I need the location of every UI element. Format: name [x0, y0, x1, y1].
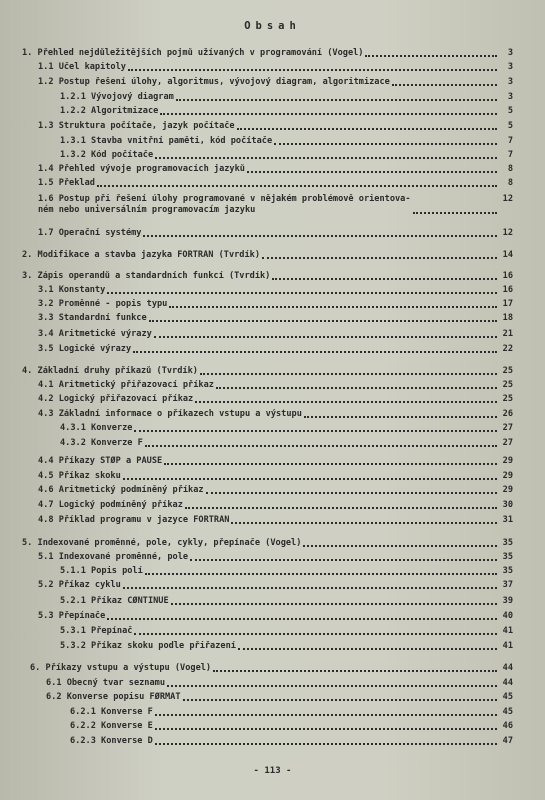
toc-entry-label: 3.5 Logické výrazy [38, 344, 132, 354]
toc-entry [60, 596, 513, 607]
toc-entry [60, 150, 513, 161]
toc-entry-label: 5.3.2 Příkaz skoku podle přiřazení [60, 641, 236, 651]
toc-entry [22, 538, 513, 549]
dot-leader [413, 210, 497, 214]
dot-leader [145, 443, 497, 447]
dot-leader [303, 543, 497, 547]
toc-entry [38, 409, 513, 420]
toc-entry [38, 329, 513, 340]
toc-entry [60, 641, 513, 652]
toc-entry-page: 14 [502, 250, 513, 260]
toc-entry [70, 736, 513, 747]
toc-entry-label: 5.1.1 Popis polí [60, 566, 143, 576]
toc-entry-label: 1.2 Postup řešení úlohy, algoritmus, vývojový diagram, algoritmizace [38, 77, 390, 87]
toc-entry-label: 4.2 Logický přiřazovací příkaz [38, 394, 194, 404]
toc-entry-page: 35 [502, 538, 513, 548]
toc-entry [38, 515, 513, 526]
dot-leader [155, 726, 497, 730]
toc-entry-label: 4.4 Příkazy STØP a PAUSE [38, 456, 163, 466]
toc-entry [46, 692, 513, 703]
dot-leader [237, 126, 497, 130]
toc-entry-label: 5.3 Přepínače [38, 611, 106, 621]
dot-leader [133, 349, 497, 353]
toc-entry-page: 31 [502, 515, 513, 525]
toc-entry-label: 5. Indexované proměnné, pole, cykly, přepínače (Vogel) [22, 538, 302, 548]
toc-entry-label: 4.6 Aritmetický podmíněný příkaz [38, 485, 204, 495]
toc-entry-label: 3.3 Standardní funkce [38, 313, 147, 323]
toc-entry-label: 4.1 Aritmetický přiřazovací příkaz [38, 380, 214, 390]
dot-leader [185, 505, 497, 509]
toc-entry-page: 41 [502, 641, 513, 651]
dot-leader [167, 683, 497, 687]
toc-entry-label: 4.3.2 Konverze F [60, 438, 143, 448]
toc-entry [38, 228, 513, 239]
toc-entry-page: 5 [507, 106, 513, 116]
dot-leader [190, 557, 497, 561]
toc-entry-page: 27 [502, 423, 513, 433]
toc-entry [38, 380, 513, 391]
toc-entry-page: 47 [502, 736, 513, 746]
toc-entry-page: 44 [502, 663, 513, 673]
dot-leader [195, 399, 497, 403]
toc-entry-label: 4.8 Příklad programu v jazyce FORTRAN [38, 515, 230, 525]
toc-entry [38, 62, 513, 73]
toc-entry [38, 471, 513, 482]
toc-entry [22, 366, 513, 377]
dot-leader [128, 67, 497, 71]
toc-entry [22, 271, 513, 282]
toc-entry-page: 25 [502, 380, 513, 390]
toc-entry-page: 30 [502, 500, 513, 510]
dot-leader [247, 169, 497, 173]
toc-entry [38, 121, 513, 132]
toc-entry [70, 707, 513, 718]
page-number: - 113 - [253, 766, 292, 776]
dot-leader [206, 490, 497, 494]
toc-entry-page: 26 [502, 409, 513, 419]
toc-entry-label: 2. Modifikace a stavba jazyka FORTRAN (Tvrdík) [22, 250, 260, 260]
toc-entry [60, 566, 513, 577]
toc-entry-page: 18 [502, 313, 513, 323]
toc-entry-page: 17 [502, 299, 513, 309]
toc-entry-label: 4.3 Základní informace o příkazech vstupu a výstupu [38, 409, 302, 419]
toc-entry-page: 21 [502, 329, 513, 339]
toc-entry [38, 285, 513, 296]
toc-entry-label: 1.6 Postup při řešení úlohy programované v nějakém problémově orientova- [38, 194, 411, 204]
toc-entry-page: 3 [507, 48, 513, 58]
toc-entry-label: 1.3.1 Stavba vnitřní paměti, kód počítače [60, 136, 273, 146]
toc-entry [70, 721, 513, 732]
dot-leader [107, 616, 497, 620]
toc-entry-label: 3.1 Konstanty [38, 285, 106, 295]
toc-entry-page: 41 [502, 626, 513, 636]
toc-entry-page: 16 [502, 285, 513, 295]
dot-leader [143, 233, 497, 237]
page-title: Obsah [244, 20, 301, 32]
toc-entry [38, 485, 513, 496]
toc-entry-page: 12 [502, 194, 513, 204]
toc-entry [38, 164, 513, 175]
toc-entry-page: 25 [502, 394, 513, 404]
dot-leader [107, 290, 497, 294]
toc-entry [38, 299, 513, 310]
toc-entry-page: 40 [502, 611, 513, 621]
dot-leader [134, 428, 497, 432]
toc-entry-page: 16 [502, 271, 513, 281]
toc-entry-label: 6.2 Konverse popisu FØRMAT [46, 692, 181, 702]
toc-entry-label-continued: ném nebo universálním programovacím jazyku [38, 205, 256, 215]
toc-entry-page: 3 [507, 92, 513, 102]
toc-entry-label: 1.4 Přehled vývoje programovacích jazyků [38, 164, 245, 174]
dot-leader [134, 631, 497, 635]
toc-entry-page: 8 [507, 164, 513, 174]
toc-entry-label: 6.1 Obecný tvar seznamu [46, 678, 165, 688]
toc-entry [22, 48, 513, 59]
toc-entry [38, 456, 513, 467]
toc-entry [60, 438, 513, 449]
toc-entry-label: 6. Příkazy vstupu a výstupu (Vogel) [30, 663, 212, 673]
toc-entry-page: 5 [507, 121, 513, 131]
toc-entry-label: 1.3 Struktura počítače, jazyk počítače [38, 121, 235, 131]
toc-entry [60, 136, 513, 147]
toc-entry-label: 1.2.2 Algoritmizace [60, 106, 159, 116]
toc-entry [38, 611, 513, 622]
toc-entry-page: 29 [502, 485, 513, 495]
toc-entry-label: 5.2.1 Příkaz CØNTINUE [60, 596, 169, 606]
toc-entry-label: 1. Přehled nejdůležitějších pojmů užívaných v programování (Vogel) [22, 48, 364, 58]
dot-leader [149, 318, 497, 322]
toc-entry-label: 5.2 Příkaz cyklu [38, 580, 121, 590]
toc-entry [30, 663, 513, 674]
toc-entry-label: 3. Zápis operandů a standardních funkcí (Tvrdík) [22, 271, 271, 281]
dot-leader [200, 371, 497, 375]
toc-entry-page: 8 [507, 178, 513, 188]
toc-entry-label: 6.2.2 Konverse E [70, 721, 153, 731]
toc-entry-label: 3.2 Proměnné - popis typu [38, 299, 168, 309]
toc-entry [22, 250, 513, 261]
toc-entry [60, 106, 513, 117]
toc-entry [38, 313, 513, 324]
toc-entry-page: 44 [502, 678, 513, 688]
toc-entry-page: 39 [502, 596, 513, 606]
toc-entry-label: 1.5 Překlad [38, 178, 95, 188]
dot-leader [238, 646, 497, 650]
toc-entry-page: 46 [502, 721, 513, 731]
dot-leader [183, 697, 497, 701]
toc-entry-label: 4.5 Příkaz skoku [38, 471, 121, 481]
toc-entry-page: 7 [507, 150, 513, 160]
toc-entry-label: 3.4 Aritmetické výrazy [38, 329, 152, 339]
dot-leader [123, 585, 497, 589]
dot-leader [97, 183, 497, 187]
toc-entry-label: 5.1 Indexované proměnné, pole [38, 552, 189, 562]
toc-entry [60, 626, 513, 637]
toc-entry-page: 3 [507, 62, 513, 72]
dot-leader [154, 334, 497, 338]
toc-entry-page: 25 [502, 366, 513, 376]
dot-leader [262, 255, 497, 259]
toc-entry [46, 678, 513, 689]
dot-leader [274, 141, 497, 145]
dot-leader [392, 82, 497, 86]
toc-entry [38, 580, 513, 591]
dot-leader [365, 53, 497, 57]
toc-entry-label: 6.2.3 Konverse D [70, 736, 153, 746]
toc-entry [38, 552, 513, 563]
toc-entry-page: 45 [502, 692, 513, 702]
toc-entry-page: 7 [507, 136, 513, 146]
toc-entry-page: 45 [502, 707, 513, 717]
dot-leader [231, 520, 497, 524]
toc-entry [38, 194, 513, 216]
toc-entry-label: 5.3.1 Přepínač [60, 626, 133, 636]
dot-leader [176, 97, 497, 101]
toc-entry [38, 77, 513, 88]
dot-leader [272, 276, 497, 280]
toc-entry-page: 22 [502, 344, 513, 354]
toc-entry [38, 500, 513, 511]
dot-leader [145, 571, 497, 575]
dot-leader [155, 741, 497, 745]
toc-entry [38, 344, 513, 355]
toc-entry-label: 1.2.1 Vývojový diagram [60, 92, 174, 102]
dot-leader [169, 304, 497, 308]
toc-entry-page: 27 [502, 438, 513, 448]
dot-leader [164, 461, 497, 465]
toc-entry [38, 394, 513, 405]
toc-entry-page: 37 [502, 580, 513, 590]
dot-leader [155, 155, 497, 159]
toc-entry-page: 29 [502, 456, 513, 466]
dot-leader [304, 414, 497, 418]
toc-entry-label: 1.3.2 Kód počítače [60, 150, 154, 160]
toc-entry [60, 92, 513, 103]
dot-leader [171, 601, 497, 605]
dot-leader [155, 712, 497, 716]
toc-entry-page: 3 [507, 77, 513, 87]
toc-entry-label: 4.7 Logický podmíněný příkaz [38, 500, 183, 510]
dot-leader [160, 111, 497, 115]
toc-entry-label: 6.2.1 Konverse F [70, 707, 153, 717]
toc-entry [60, 423, 513, 434]
dot-leader [123, 476, 497, 480]
toc-entry-page: 29 [502, 471, 513, 481]
toc-entry-page: 35 [502, 566, 513, 576]
toc-entry-page: 35 [502, 552, 513, 562]
toc-entry-page: 12 [502, 228, 513, 238]
toc-entry-label: 4.3.1 Konverze [60, 423, 133, 433]
dot-leader [216, 385, 497, 389]
toc-entry [38, 178, 513, 189]
dot-leader [213, 668, 497, 672]
toc-entry-label: 1.7 Operační systémy [38, 228, 142, 238]
toc-entry-label: 4. Základní druhy příkazů (Tvrdík) [22, 366, 198, 376]
toc-entry-label: 1.1 Účel kapitoly [38, 62, 126, 72]
